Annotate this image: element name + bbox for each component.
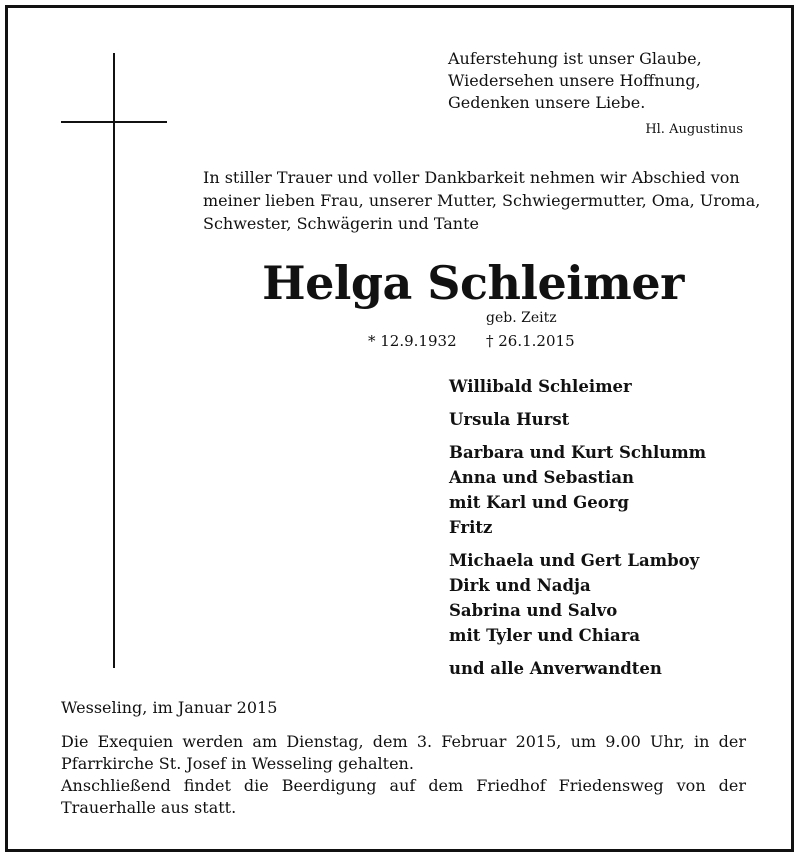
mourner-name: mit Tyler und Chiara	[449, 626, 641, 645]
deceased-name: Helga Schleimer	[262, 256, 684, 310]
funeral-details-paragraph: Anschließend findet die Beerdigung auf dem Friedhof Friedensweg von der Trauerhalle aus statt.	[61, 776, 746, 817]
quote-author: Hl. Augustinus	[645, 122, 743, 137]
birth-date: * 12.9.1932	[368, 332, 457, 350]
place-date: Wesseling, im Januar 2015	[61, 698, 278, 717]
mourner-name: Anna und Sebastian	[449, 468, 635, 487]
quote-line: Wiedersehen unsere Hoffnung,	[448, 71, 701, 90]
mourner-name: Barbara und Kurt Schlumm	[449, 443, 707, 462]
intro-line: meiner lieben Frau, unserer Mutter, Schwiegermutter, Oma, Uroma,	[203, 191, 761, 210]
death-date: † 26.1.2015	[486, 332, 575, 350]
intro-line: Schwester, Schwägerin und Tante	[203, 214, 479, 233]
mourner-group	[449, 548, 706, 648]
mourners-list	[449, 374, 706, 681]
maiden-name: geb. Zeitz	[486, 310, 557, 326]
mourner-group	[449, 656, 706, 681]
mourner-name: Ursula Hurst	[449, 410, 570, 429]
mourner-name: Dirk und Nadja	[449, 576, 591, 595]
cross-symbol-horizontal	[61, 121, 167, 123]
mourner-name: Sabrina und Salvo	[449, 601, 618, 620]
quote	[448, 48, 702, 114]
cross-symbol-vertical	[113, 53, 115, 668]
mourner-name: mit Karl und Georg	[449, 493, 629, 512]
mourner-name: Michaela und Gert Lamboy	[449, 551, 700, 570]
funeral-details	[61, 731, 746, 819]
quote-line: Gedenken unsere Liebe.	[448, 93, 646, 112]
funeral-details-paragraph: Die Exequien werden am Dienstag, dem 3. Februar 2015, um 9.00 Uhr, in der Pfarrkirche St. Josef in Wesseling gehalten.	[61, 732, 746, 773]
mourner-group	[449, 374, 706, 399]
mourner-name: Fritz	[449, 518, 493, 537]
quote-line: Auferstehung ist unser Glaube,	[448, 49, 702, 68]
mourner-group	[449, 407, 706, 432]
mourner-name: und alle Anverwandten	[449, 659, 662, 678]
mourner-name: Willibald Schleimer	[449, 377, 632, 396]
mourner-group	[449, 440, 706, 540]
intro-text	[203, 166, 760, 235]
intro-line: In stiller Trauer und voller Dankbarkeit nehmen wir Abschied von	[203, 168, 740, 187]
obituary-notice	[5, 5, 794, 852]
